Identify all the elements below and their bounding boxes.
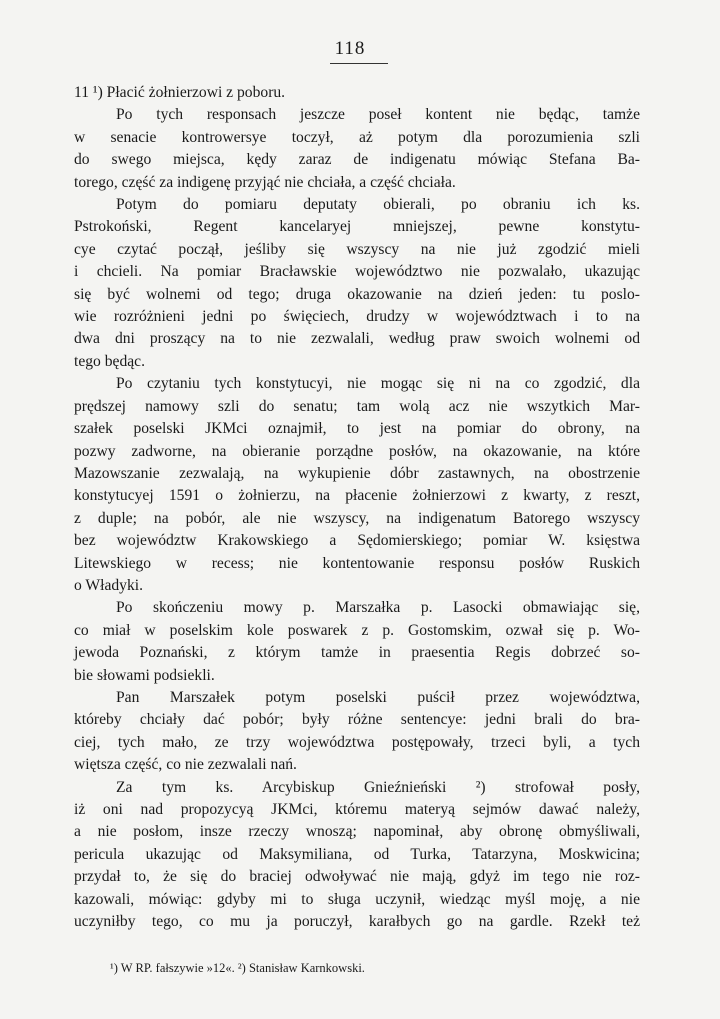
text-line: bie słowami podsiekli. — [74, 666, 215, 684]
text-line: prędszej namowy szli do senatu; tam wolą acz nie wszytkich Mar- — [74, 397, 640, 415]
text-line: tego będąc. — [74, 352, 146, 370]
text-line: cye czytać począł, jeśliby się wszyscy na nie już zgodzić mieli — [74, 240, 640, 258]
text-line: Po skończeniu mowy p. Marszałka p. Lasocki obmawiając się, — [116, 599, 640, 617]
text-line: do swego miejsca, kędy zaraz de indigenatu mówiąc Stefana Ba- — [74, 151, 640, 169]
text-line: Litewskiego w recess; nie kontentowanie responsu posłów Ruskich — [74, 554, 640, 572]
body-text — [74, 82, 640, 933]
text-line: przydał to, że się do braciej odwoływać nie mają, gdyż im tego nie roz- — [74, 868, 640, 886]
page-number-rule — [330, 63, 388, 64]
text-line: się być wolnemi od tego; druga okazowanie na dzień jeden: tu poslo- — [74, 285, 640, 303]
text-line: a nie posłom, insze rzeczy wnoszą; napominał, aby obronę obmyśliwali, — [74, 823, 640, 841]
text-line: szałek poselski JKMci oznajmił, to jest na pomiar do obrony, na — [74, 420, 640, 438]
text-line: jewoda Poznański, z którym tamże in praesentia Regis dobrzeć so- — [74, 644, 640, 662]
text-line: torego, część za indigenę przyjąć nie chciała, a część chciała. — [74, 173, 456, 191]
text-line: Pan Marszałek potym poselski puścił przez województwa, — [116, 688, 640, 706]
text-line: więtsza część, co nie zezwalali nań. — [74, 756, 297, 774]
text-line: pozwy zadworne, na obieranie porządne posłów, na okazowanie, na które — [74, 442, 640, 460]
text-line: iż oni nad propozycyą JKMci, któremu materyą sejmów dawać należy, — [74, 801, 640, 818]
text-line: Po tych responsach jeszcze poseł kontent nie będąc, tamże — [116, 106, 640, 124]
text-line: konstytucyej 1591 o żołnierzu, na płacenie żołnierzowi z kwarty, z reszt, — [74, 487, 640, 505]
text-line: pericula ukazując od Maksymiliana, od Turka, Tatarzyna, Moskwicina; — [74, 845, 640, 863]
text-line: 11 ¹) Płacić żołnierzowi z poboru. — [74, 84, 286, 101]
text-line: ciej, tych mało, ze trzy województwa postępowały, trzeci byli, a tych — [74, 733, 640, 751]
text-line: Potym do pomiaru deputaty obierali, po obraniu ich ks. — [116, 196, 640, 214]
text-line: Mazowszanie zezwalają, na wykupienie dóbr zastawnych, na obostrzenie — [74, 464, 640, 482]
text-line: bez województw Krakowskiego a Sędomierskiego; pomiar W. księstwa — [74, 532, 640, 550]
text-line: Za tym ks. Arcybiskup Gnieźnieński ²) strofował posły, — [116, 778, 640, 796]
text-line: któreby chciały dać pobór; były różne sentencye: jedni brali do bra- — [74, 711, 640, 729]
footnotes: ¹) W RP. fałszywie »12«. ²) Stanisław Karnkowski. — [110, 961, 365, 975]
text-line: Po czytaniu tych konstytucyi, nie mogąc się ni na co zgodzić, dla — [116, 375, 640, 393]
text-line: w senacie kontrowersye toczył, aż potym dla porozumienia szli — [74, 128, 640, 146]
text-line: kazowali, mówiąc: gdyby mi to sługa uczynił, wiedząc myśl moję, a nie — [74, 890, 640, 908]
page-number: 118 — [334, 38, 366, 59]
text-line: co miał w poselskim kole poswarek z p. Gostomskim, ozwał się p. Wo- — [74, 621, 640, 639]
text-line: Pstrokoński, Regent kancelaryej mniejszej, pewne konstytu- — [74, 218, 640, 236]
text-line: i chcieli. Na pomiar Bracławskie województwo nie pozwalało, ukazując — [74, 263, 640, 281]
text-line: uczyniłby tego, co mu ja poruczył, karałbych go na gardle. Rzekł też — [74, 913, 640, 931]
text-line: o Władyki. — [74, 576, 144, 594]
text-line: z duple; na pobór, ale nie wszyscy, na indigenatum Batorego wszyscy — [74, 509, 640, 527]
text-line: wie rozróżnieni jedni po święciech, drudzy w województwach i to na — [74, 308, 640, 326]
text-line: dwa dni proszący na to nie zezwalali, według praw swoich wolnemi od — [74, 330, 640, 348]
